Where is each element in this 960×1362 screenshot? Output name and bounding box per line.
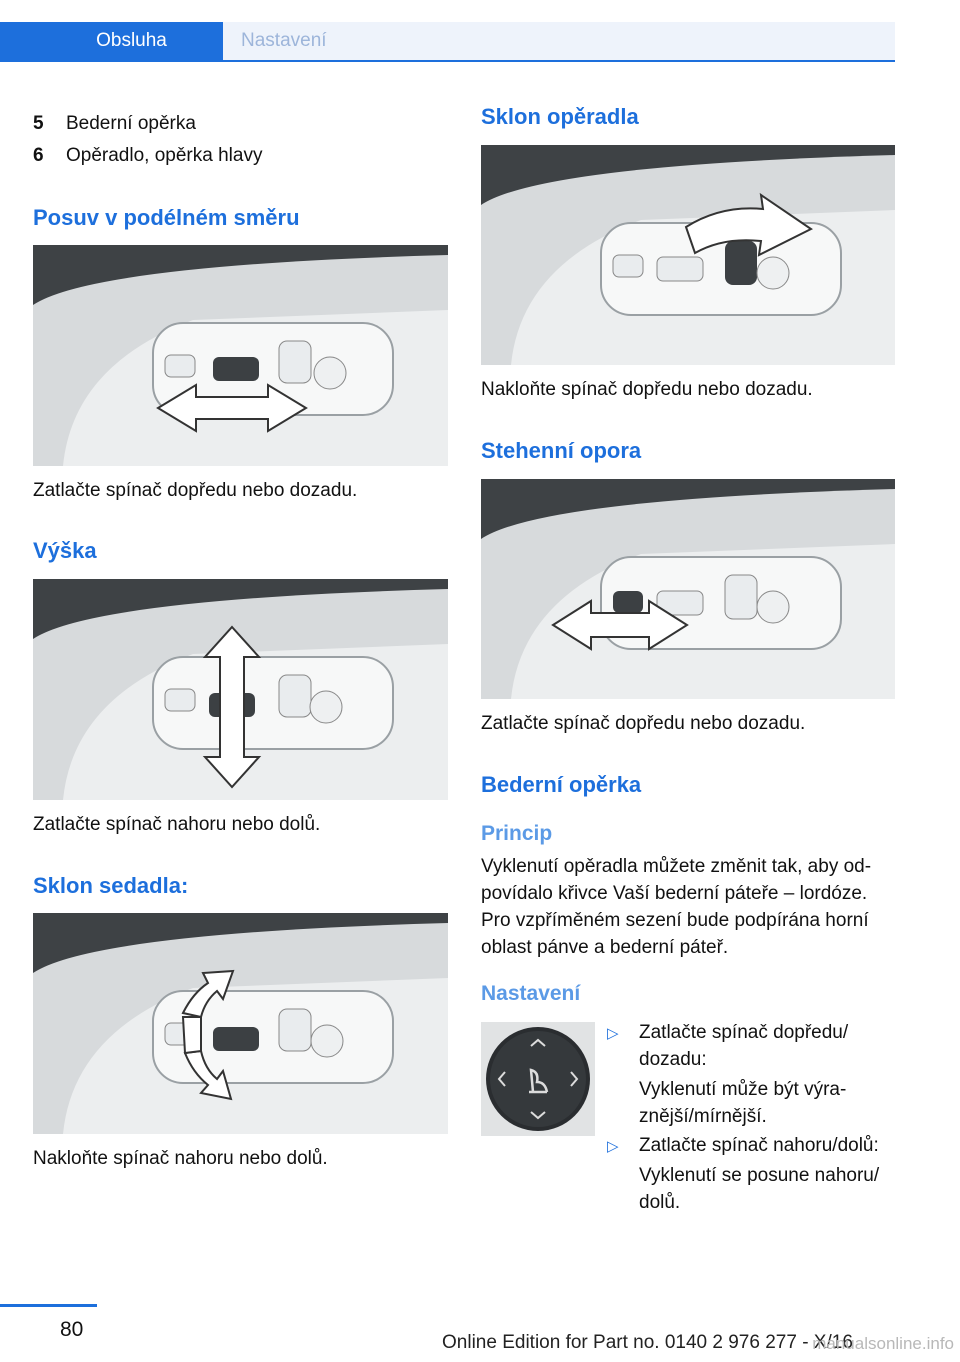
bullet-item (607, 1132, 895, 1160)
list-item (33, 113, 196, 135)
bullet-sub-line: znější/mírnější. (639, 1106, 767, 1127)
list-text: Opěradlo, opěrka hlavy (66, 145, 263, 166)
figure-backrest (481, 145, 895, 365)
bullet-sub-line: Vyklenutí se posune nahoru/ (639, 1165, 880, 1186)
bullet-item (607, 1019, 895, 1073)
principle-line: Pro vzpříměném sezení bude podpírána horní (481, 910, 869, 931)
bullet-line: dozadu: (639, 1049, 707, 1070)
footer-divider (0, 1304, 97, 1307)
list-text: Bederní opěrka (66, 113, 196, 134)
bullet-text (639, 1132, 895, 1160)
triangle-bullet-icon: ▷ (607, 1025, 619, 1042)
figure-longitudinal (33, 245, 448, 466)
heading-principle: Princip (481, 822, 553, 845)
heading-longitudinal: Posuv v podélném směru (33, 205, 300, 230)
tab-nastaveni[interactable]: Nastavení (223, 22, 895, 60)
caption-seat-tilt: Nakloňte spínač nahoru nebo dolů. (33, 1148, 328, 1169)
header-divider (0, 60, 895, 62)
caption-longitudinal: Zatlačte spínač dopředu nebo dozadu. (33, 480, 358, 501)
caption-thigh-support: Zatlačte spínač dopředu nebo dozadu. (481, 713, 806, 734)
heading-height: Výška (33, 538, 97, 563)
heading-lumbar: Bederní opěrka (481, 772, 642, 797)
triangle-bullet-icon: ▷ (607, 1138, 619, 1155)
list-number: 6 (33, 145, 44, 166)
figure-lumbar-switch (481, 1022, 595, 1136)
heading-setting: Nastavení (481, 982, 581, 1005)
bullet-subtext (639, 1076, 895, 1130)
bullet-text (639, 1019, 895, 1073)
caption-height: Zatlačte spínač nahoru nebo dolů. (33, 814, 321, 835)
caption-backrest: Nakloňte spínač dopředu nebo dozadu. (481, 379, 813, 400)
bullet-line: Zatlačte spínač nahoru/dolů: (639, 1135, 879, 1156)
bullet-sub-line: Vyklenutí může být výra‐ (639, 1079, 847, 1100)
tab-obsluha[interactable]: Obsluha (0, 22, 223, 60)
list-number: 5 (33, 113, 44, 134)
list-item (33, 145, 262, 167)
heading-seat-tilt: Sklon sedadla: (33, 873, 189, 898)
figure-seat-tilt (33, 913, 448, 1134)
heading-backrest: Sklon opěradla (481, 104, 639, 129)
watermark: manualsonline.info (812, 1334, 954, 1353)
bullet-line: Zatlačte spínač dopředu/ (639, 1022, 849, 1043)
edition-text: Online Edition for Part no. 0140 2 976 277 - X/16 (442, 1332, 853, 1353)
header-tabs (0, 0, 895, 62)
bullet-subtext (639, 1162, 895, 1216)
principle-line: oblast pánve a bederní páteř. (481, 937, 729, 958)
figure-thigh-support (481, 479, 895, 699)
principle-line: Vyklenutí opěradla můžete změnit tak, aby od‐ (481, 856, 872, 877)
figure-height (33, 579, 448, 800)
page-number: 80 (60, 1318, 84, 1341)
principle-text (481, 853, 895, 961)
principle-line: povídalo křivce Vaší bederní páteře – lordóze. (481, 883, 868, 904)
bullet-sub-line: dolů. (639, 1192, 681, 1213)
heading-thigh-support: Stehenní opora (481, 438, 642, 463)
